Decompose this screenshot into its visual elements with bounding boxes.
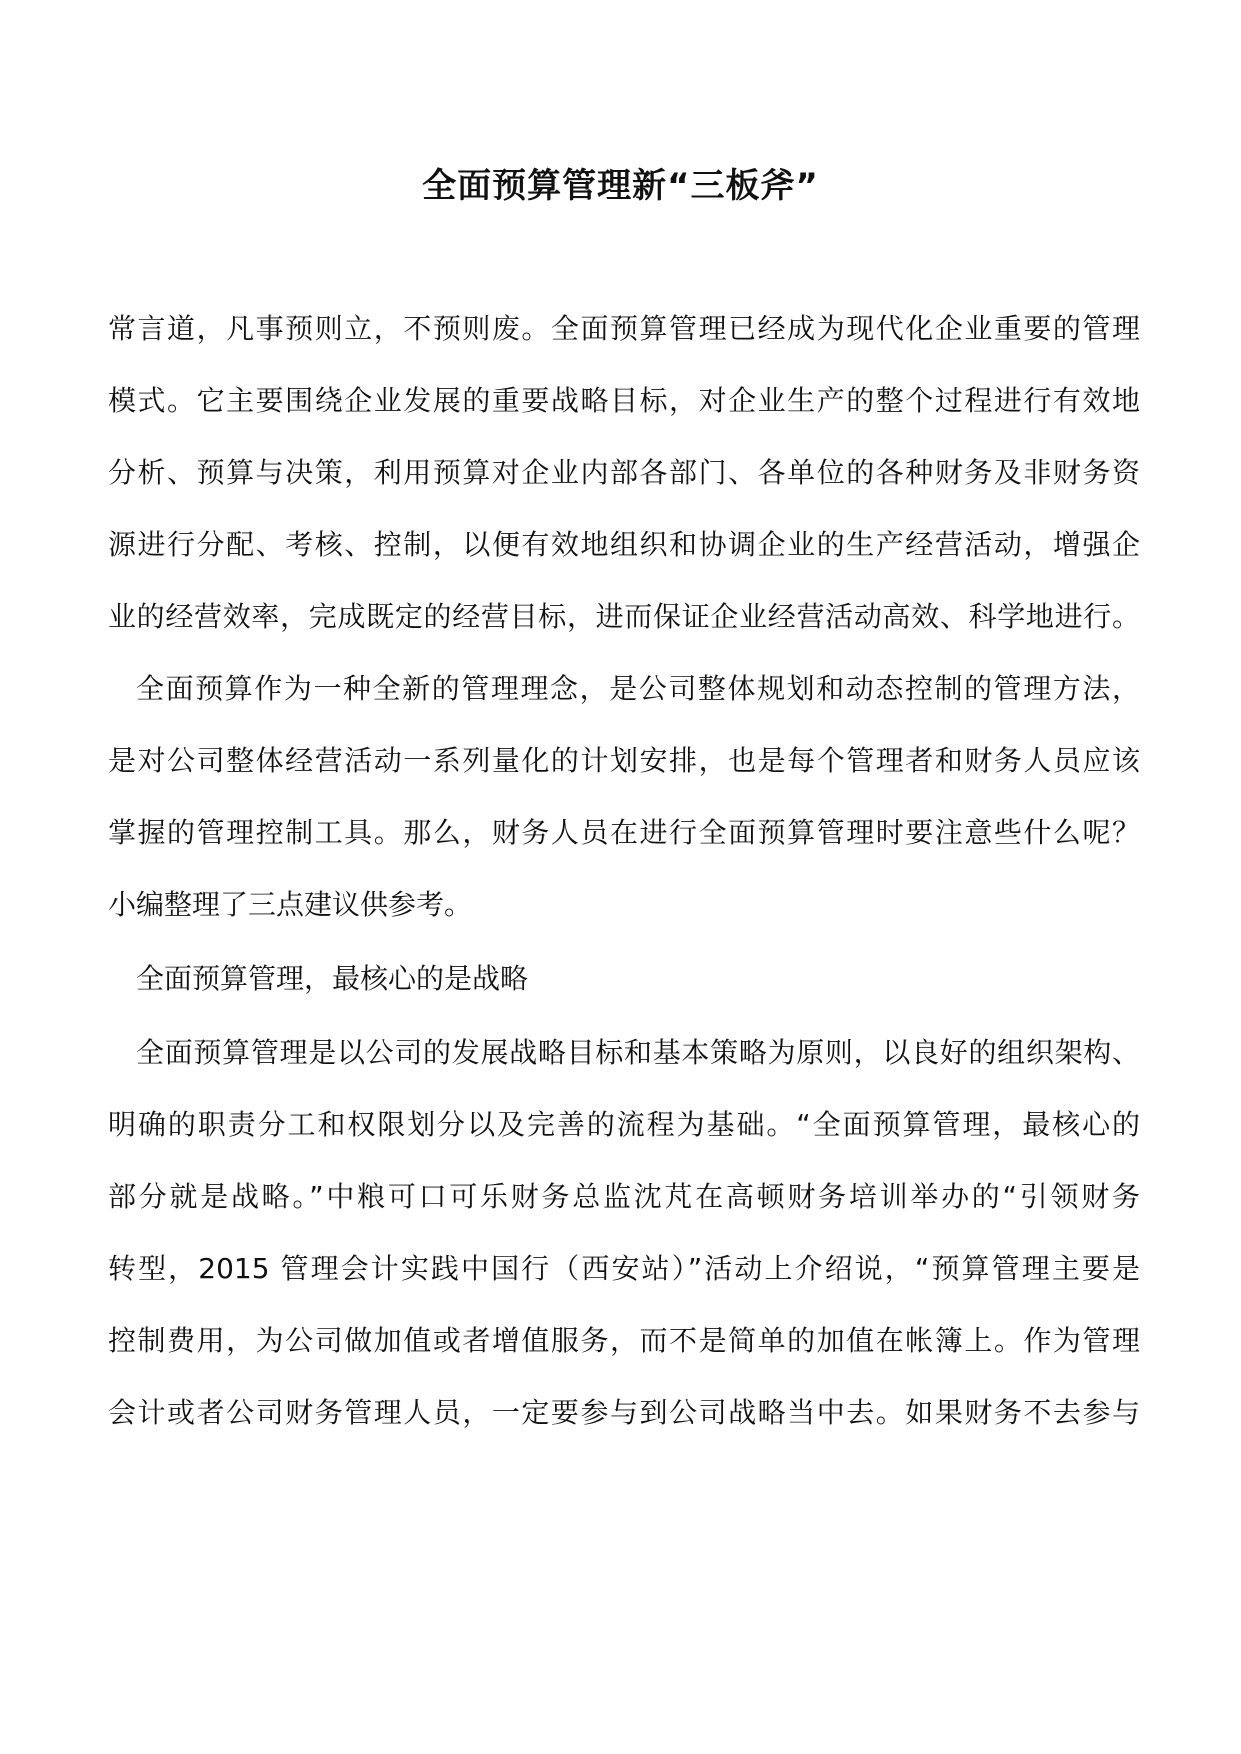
paragraph-3-line-1: 全面预算管理是以公司的发展战略目标和基本策略为原则，以良好的组织架构、 (136, 1036, 1140, 1069)
paragraph-1-line-4: 源进行分配、考核、控制，以便有效地组织和协调企业的生产经营活动，增强企 (108, 528, 1140, 561)
document-title: 全面预算管理新“三板斧” (422, 166, 819, 206)
paragraph-3-line-6: 会计或者公司财务管理人员，一定要参与到公司战略当中去。如果财务不去参与 (108, 1396, 1140, 1429)
section-heading: 全面预算管理，最核心的是战略 (136, 962, 529, 995)
paragraph-2-line-3: 掌握的管理控制工具。那么，财务人员在进行全面预算管理时要注意些什么呢？ (108, 816, 1140, 849)
paragraph-1-line-1: 常言道，凡事预则立，不预则废。全面预算管理已经成为现代化企业重要的管理 (108, 312, 1140, 345)
paragraph-2-line-1: 全面预算作为一种全新的管理理念，是公司整体规划和动态控制的管理方法， (136, 672, 1140, 705)
paragraph-2-line-2: 是对公司整体经营活动一系列量化的计划安排，也是每个管理者和财务人员应该 (108, 744, 1140, 777)
paragraph-1-line-2: 模式。它主要围绕企业发展的重要战略目标，对企业生产的整个过程进行有效地 (108, 384, 1140, 417)
paragraph-3-line-5: 控制费用，为公司做加值或者增值服务，而不是简单的加值在帐簿上。作为管理 (108, 1324, 1140, 1357)
paragraph-2-line-4: 小编整理了三点建议供参考。 (108, 888, 473, 921)
paragraph-1-line-3: 分析、预算与决策，利用预算对企业内部各部门、各单位的各种财务及非财务资 (108, 456, 1140, 489)
paragraph-3-line-3: 部分就是战略。”中粮可口可乐财务总监沈芃在高顿财务培训举办的“引领财务 (108, 1180, 1140, 1213)
paragraph-1-line-5: 业的经营效率，完成既定的经营目标，进而保证企业经营活动高效、科学地进行。 (108, 600, 1140, 633)
paragraph-3-line-4: 转型，2015 管理会计实践中国行（西安站）”活动上介绍说，“预算管理主要是 (108, 1252, 1140, 1285)
paragraph-3-line-2: 明确的职责分工和权限划分以及完善的流程为基础。“全面预算管理，最核心的 (108, 1108, 1140, 1141)
